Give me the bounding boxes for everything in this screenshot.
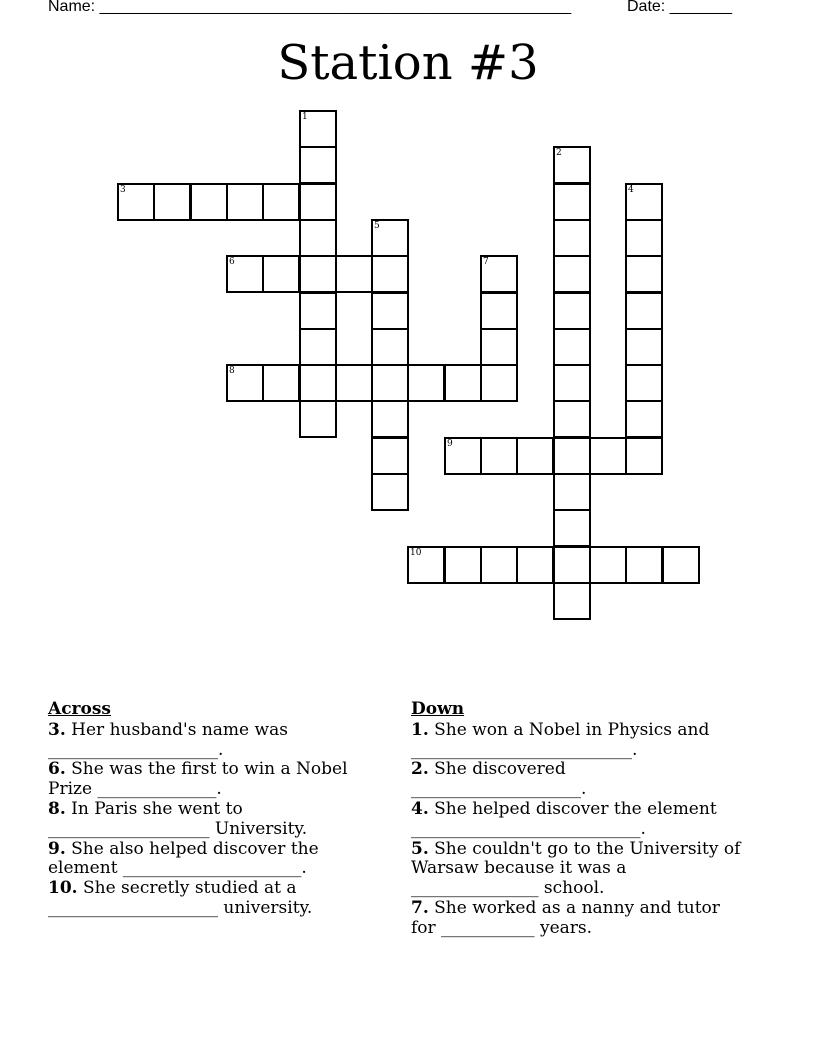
crossword-cell[interactable] (625, 292, 663, 330)
clue-across-8 (48, 800, 378, 840)
clue-across-9 (48, 840, 378, 880)
clue-text: She discovered ____________________. (411, 759, 587, 800)
crossword-cell[interactable] (335, 255, 373, 293)
crossword-cell[interactable] (553, 146, 591, 184)
crossword-cell[interactable] (480, 292, 518, 330)
crossword-cell[interactable] (335, 364, 373, 402)
crossword-cell[interactable] (516, 546, 554, 584)
crossword-cell[interactable] (625, 328, 663, 366)
crossword-cell[interactable] (226, 183, 264, 221)
crossword-cell[interactable] (371, 292, 409, 330)
clue-text: She secretly studied at a ____________________ university. (48, 878, 313, 918)
clue-text: She won a Nobel in Physics and __________________________. (411, 719, 710, 760)
crossword-cell[interactable] (480, 437, 518, 475)
down-heading: Down (411, 699, 465, 719)
crossword-cell[interactable] (407, 364, 445, 402)
crossword-cell[interactable] (480, 255, 518, 293)
crossword-cell[interactable] (625, 364, 663, 402)
crossword-cell[interactable] (117, 183, 155, 221)
clue-down-4 (411, 800, 741, 840)
crossword-cell[interactable] (444, 364, 482, 402)
crossword-cell[interactable] (480, 328, 518, 366)
crossword-cell[interactable] (553, 582, 591, 620)
clue-down-2 (411, 760, 741, 800)
crossword-cell[interactable] (444, 437, 482, 475)
crossword-cell[interactable] (625, 437, 663, 475)
crossword-cell[interactable] (553, 473, 591, 511)
crossword-cell[interactable] (625, 400, 663, 438)
crossword-cell[interactable] (444, 546, 482, 584)
crossword-cell[interactable] (190, 183, 228, 221)
crossword-cell[interactable] (371, 364, 409, 402)
clue-down-1 (411, 721, 741, 761)
crossword-cell[interactable] (407, 546, 445, 584)
crossword-cell[interactable] (371, 400, 409, 438)
clue-number: 7. (411, 897, 429, 918)
crossword-cell[interactable] (299, 146, 337, 184)
cell-number: 5 (374, 221, 380, 231)
crossword-cell[interactable] (371, 437, 409, 475)
crossword-cell[interactable] (553, 437, 591, 475)
crossword-cell[interactable] (625, 255, 663, 293)
across-heading: Across (48, 699, 111, 719)
crossword-cell[interactable] (299, 219, 337, 257)
crossword-cell[interactable] (299, 364, 337, 402)
crossword-cell[interactable] (262, 255, 300, 293)
crossword-cell[interactable] (553, 255, 591, 293)
crossword-cell[interactable] (299, 292, 337, 330)
clue-number: 5. (411, 838, 429, 859)
crossword-cell[interactable] (371, 219, 409, 257)
clue-number: 3. (48, 719, 66, 740)
crossword-cell[interactable] (299, 328, 337, 366)
crossword-cell[interactable] (553, 328, 591, 366)
crossword-cell[interactable] (553, 183, 591, 221)
crossword-cell[interactable] (553, 292, 591, 330)
crossword-cell[interactable] (153, 183, 191, 221)
clue-number: 1. (411, 719, 429, 740)
cell-number: 7 (483, 257, 489, 267)
crossword-cell[interactable] (480, 546, 518, 584)
cell-number: 6 (229, 257, 235, 267)
crossword-cell[interactable] (553, 400, 591, 438)
crossword-cell[interactable] (662, 546, 700, 584)
cell-number: 9 (447, 439, 453, 449)
clue-number: 8. (48, 798, 66, 819)
clue-number: 4. (411, 798, 429, 819)
clue-number: 10. (48, 878, 78, 899)
page-title: Station #3 (277, 35, 539, 91)
cell-number: 4 (628, 185, 634, 195)
clue-across-6 (48, 760, 378, 800)
clue-text: She worked as a nanny and tutor for ___________ years. (411, 897, 720, 938)
clue-across-10 (48, 879, 378, 919)
clue-text: She also helped discover the element _____________________. (48, 838, 319, 879)
clue-text: Her husband's name was ____________________. (48, 719, 288, 760)
clue-text: She helped discover the element ___________________________. (411, 798, 717, 839)
crossword-cell[interactable] (262, 364, 300, 402)
cell-number: 2 (556, 148, 562, 158)
crossword-cell[interactable] (299, 255, 337, 293)
cell-number: 8 (229, 366, 235, 376)
crossword-cell[interactable] (299, 183, 337, 221)
cell-number: 3 (120, 185, 126, 195)
crossword-cell[interactable] (299, 400, 337, 438)
crossword-cell[interactable] (299, 110, 337, 148)
crossword-cell[interactable] (553, 364, 591, 402)
clue-down-5 (411, 840, 741, 899)
across-clues (48, 700, 378, 919)
crossword-cell[interactable] (553, 509, 591, 547)
crossword-cell[interactable] (553, 219, 591, 257)
clue-across-3 (48, 721, 378, 761)
crossword-cell[interactable] (553, 546, 591, 584)
crossword-cell[interactable] (625, 183, 663, 221)
crossword-cell[interactable] (589, 546, 627, 584)
clue-down-7 (411, 899, 741, 939)
cell-number: 1 (302, 112, 308, 122)
name-field-label: Name: _____________________________________________________ (48, 0, 572, 15)
crossword-cell[interactable] (262, 183, 300, 221)
clue-number: 6. (48, 759, 66, 780)
clue-number: 9. (48, 838, 66, 859)
clue-text: She couldn't go to the University of Warsaw because it was a _______________ school. (411, 838, 741, 899)
cell-number: 10 (410, 548, 422, 558)
crossword-cell[interactable] (589, 437, 627, 475)
clue-number: 2. (411, 759, 429, 780)
crossword-cell[interactable] (371, 473, 409, 511)
crossword-cell[interactable] (480, 364, 518, 402)
crossword-cell[interactable] (371, 328, 409, 366)
clue-text: In Paris she went to ___________________ University. (48, 798, 308, 839)
crossword-cell[interactable] (625, 546, 663, 584)
crossword-cell[interactable] (371, 255, 409, 293)
down-clues (411, 700, 741, 939)
crossword-cell[interactable] (625, 219, 663, 257)
crossword-cell[interactable] (226, 364, 264, 402)
clue-text: She was the first to win a Nobel Prize ______________. (48, 759, 348, 800)
date-field-label: Date: _______ (627, 0, 732, 15)
crossword-cell[interactable] (226, 255, 264, 293)
crossword-cell[interactable] (516, 437, 554, 475)
